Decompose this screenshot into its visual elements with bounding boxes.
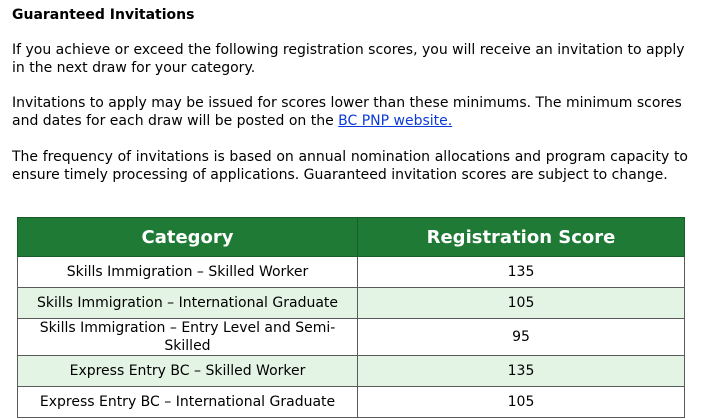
- table-row: [18, 319, 685, 356]
- category-cell: Express Entry BC – International Graduate: [18, 387, 358, 418]
- table-header-row: [18, 218, 685, 257]
- bc-pnp-website-link[interactable]: BC PNP website.: [338, 113, 453, 129]
- minimum-scores-text: Invitations to apply may be issued for scores lower than these minimums. The minimum scores and dates for each draw will be posted on the: [12, 95, 682, 129]
- category-cell: Skills Immigration – Entry Level and Semi-Skilled: [18, 319, 358, 356]
- score-cell: 95: [358, 319, 685, 356]
- score-column-header: Registration Score: [358, 218, 685, 257]
- table-row: [18, 387, 685, 418]
- minimum-scores-paragraph: [12, 94, 688, 130]
- category-cell: Skills Immigration – International Graduate: [18, 288, 358, 319]
- table-row: [18, 288, 685, 319]
- score-cell: 105: [358, 387, 685, 418]
- frequency-paragraph: The frequency of invitations is based on annual nomination allocations and program capacity to ensure timely processing of applications. Guaranteed invitation scores are subject to change.: [12, 149, 688, 183]
- table-row: [18, 356, 685, 387]
- category-cell: Skills Immigration – Skilled Worker: [18, 257, 358, 288]
- registration-scores-table: [17, 217, 685, 418]
- score-cell: 135: [358, 257, 685, 288]
- score-cell: 135: [358, 356, 685, 387]
- page-heading: Guaranteed Invitations: [12, 7, 195, 23]
- category-cell: Express Entry BC – Skilled Worker: [18, 356, 358, 387]
- category-column-header: Category: [18, 218, 358, 257]
- intro-paragraph: If you achieve or exceed the following registration scores, you will receive an invitation to apply in the next draw for your category.: [12, 42, 685, 76]
- table-row: [18, 257, 685, 288]
- score-cell: 105: [358, 288, 685, 319]
